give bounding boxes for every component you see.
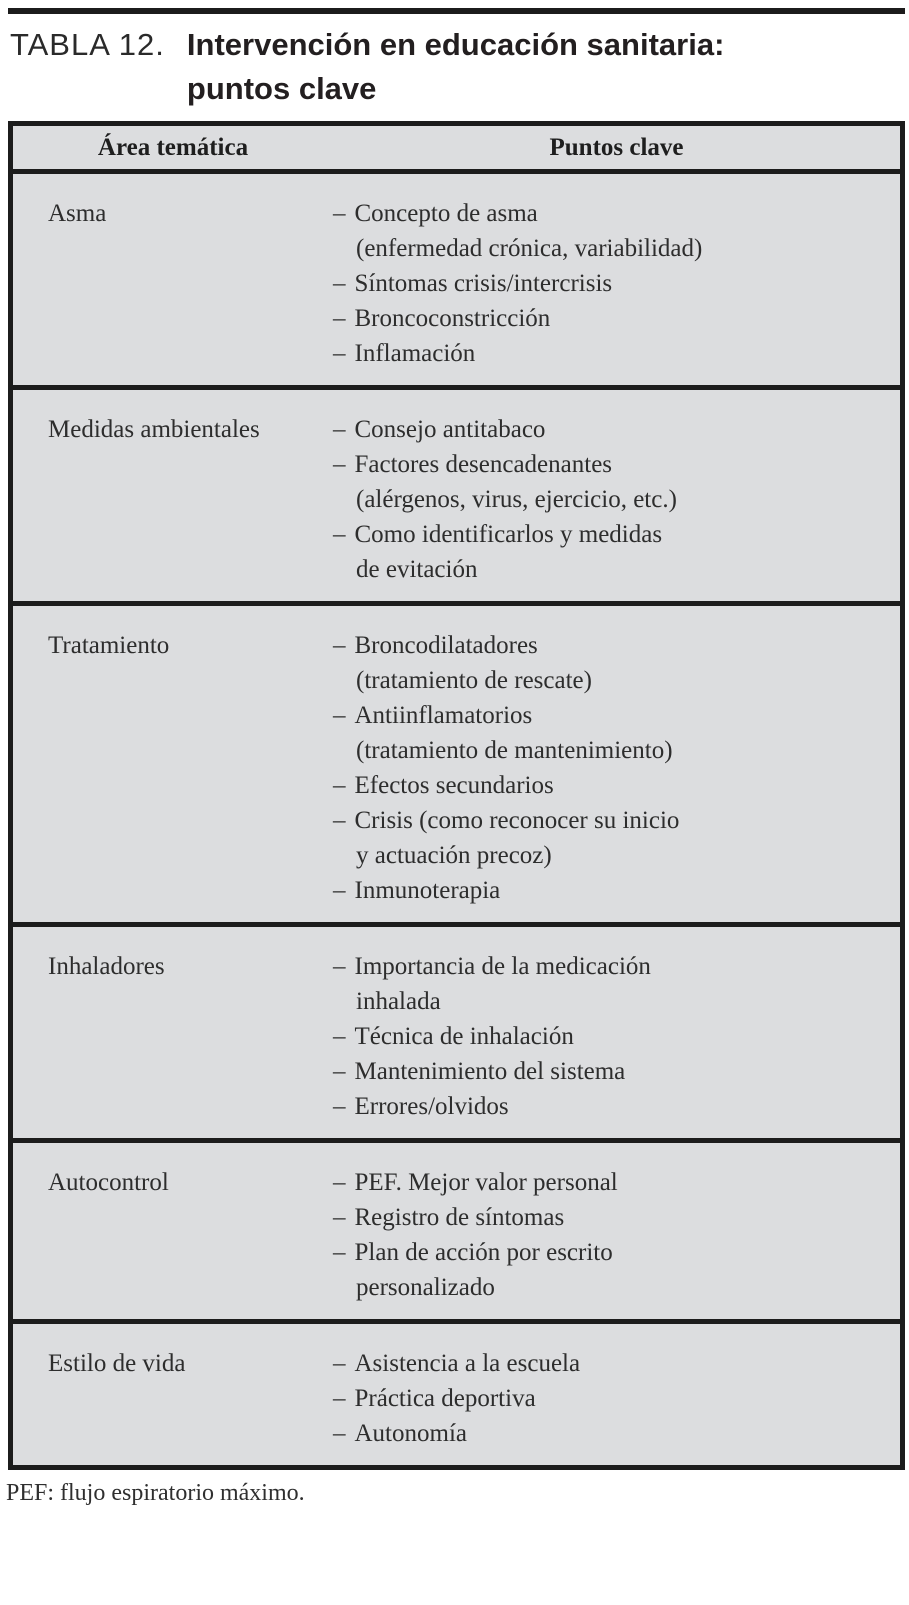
point-text: Broncoconstricción xyxy=(354,305,551,332)
dash-bullet: – xyxy=(333,702,346,729)
dash-bullet: – xyxy=(333,1420,346,1447)
point-line xyxy=(333,768,890,803)
point-line-continuation: (tratamiento de rescate) xyxy=(356,667,592,694)
point-text: Plan de acción por escrito xyxy=(354,1239,613,1266)
point-line xyxy=(333,301,890,336)
key-point xyxy=(333,447,890,517)
key-point xyxy=(333,1381,890,1416)
point-text: Broncodilatadores xyxy=(354,632,538,659)
table-body xyxy=(13,174,900,1465)
point-line-continuation: y actuación precoz) xyxy=(356,842,552,869)
point-line xyxy=(333,1019,890,1054)
table-caption xyxy=(10,23,909,111)
point-line xyxy=(333,1381,890,1416)
point-text: Mantenimiento del sistema xyxy=(354,1058,626,1085)
key-point xyxy=(333,1346,890,1381)
key-point xyxy=(333,1089,890,1124)
point-line xyxy=(333,336,890,371)
point-text: Síntomas crisis/intercrisis xyxy=(354,270,613,297)
document-page xyxy=(0,8,909,1605)
key-point xyxy=(333,698,890,768)
point-text: Efectos secundarios xyxy=(354,772,554,799)
dash-bullet: – xyxy=(333,1239,346,1266)
area-cell: Medidas ambientales xyxy=(48,416,260,443)
dash-bullet: – xyxy=(333,877,346,904)
table-row xyxy=(13,1138,900,1319)
area-cell: Inhaladores xyxy=(48,953,165,980)
points-cell xyxy=(333,412,900,587)
point-line xyxy=(333,698,890,733)
point-line xyxy=(333,1346,890,1381)
point-text: Concepto de asma xyxy=(354,200,538,227)
key-point xyxy=(333,336,890,371)
point-line-continuation: (alérgenos, virus, ejercicio, etc.) xyxy=(356,486,677,513)
point-text: Técnica de inhalación xyxy=(354,1023,574,1050)
point-text: Como identificarlos y medidas xyxy=(354,521,663,548)
table-row xyxy=(13,922,900,1138)
dash-bullet: – xyxy=(333,1385,346,1412)
table-row xyxy=(13,174,900,385)
key-point xyxy=(333,1200,890,1235)
dash-bullet: – xyxy=(333,1169,346,1196)
key-point xyxy=(333,949,890,1019)
key-points-table xyxy=(8,121,905,1470)
dash-bullet: – xyxy=(333,807,346,834)
points-cell xyxy=(333,196,900,371)
point-line xyxy=(333,803,890,838)
point-text: Errores/olvidos xyxy=(354,1093,509,1120)
dash-bullet: – xyxy=(333,521,346,548)
table-header-row xyxy=(13,126,900,174)
footnote: PEF: flujo espiratorio máximo. xyxy=(6,1480,305,1506)
point-line xyxy=(333,1165,890,1200)
key-point xyxy=(333,266,890,301)
key-point xyxy=(333,1416,890,1451)
point-line-continuation: de evitación xyxy=(356,556,478,583)
table-row xyxy=(13,1319,900,1465)
dash-bullet: – xyxy=(333,305,346,332)
key-point xyxy=(333,1019,890,1054)
key-point xyxy=(333,873,890,908)
point-text: PEF. Mejor valor personal xyxy=(354,1169,618,1196)
column-header-points: Puntos clave xyxy=(549,133,684,161)
key-point xyxy=(333,803,890,873)
point-text: Antiinflamatorios xyxy=(354,702,533,729)
point-line xyxy=(333,266,890,301)
dash-bullet: – xyxy=(333,1204,346,1231)
table-row xyxy=(13,385,900,601)
key-point xyxy=(333,517,890,587)
point-line xyxy=(333,196,890,231)
dash-bullet: – xyxy=(333,953,346,980)
key-point xyxy=(333,628,890,698)
dash-bullet: – xyxy=(333,451,346,478)
point-text: Autonomía xyxy=(354,1420,467,1447)
key-point xyxy=(333,1235,890,1305)
points-cell xyxy=(333,628,900,908)
point-text: Consejo antitabaco xyxy=(354,416,546,443)
point-line xyxy=(333,1089,890,1124)
point-line-continuation: inhalada xyxy=(356,988,441,1015)
point-text: Inflamación xyxy=(354,340,476,367)
dash-bullet: – xyxy=(333,772,346,799)
dash-bullet: – xyxy=(333,1093,346,1120)
point-text: Crisis (como reconocer su inicio xyxy=(354,807,680,834)
points-cell xyxy=(333,1346,900,1451)
point-line xyxy=(333,873,890,908)
key-point xyxy=(333,412,890,447)
dash-bullet: – xyxy=(333,632,346,659)
point-text: Registro de síntomas xyxy=(354,1204,565,1231)
area-cell: Tratamiento xyxy=(48,632,170,659)
point-line xyxy=(333,1054,890,1089)
table-title-line1: Intervención en educación sanitaria: xyxy=(186,27,725,62)
dash-bullet: – xyxy=(333,1023,346,1050)
area-cell: Autocontrol xyxy=(48,1169,169,1196)
point-line xyxy=(333,1416,890,1451)
key-point xyxy=(333,196,890,266)
point-text: Inmunoterapia xyxy=(354,877,501,904)
dash-bullet: – xyxy=(333,416,346,443)
table-row xyxy=(13,601,900,922)
points-cell xyxy=(333,949,900,1124)
point-line xyxy=(333,412,890,447)
point-line-continuation: (tratamiento de mantenimiento) xyxy=(356,737,673,764)
area-cell: Asma xyxy=(48,200,107,227)
point-line-continuation: personalizado xyxy=(356,1274,495,1301)
key-point xyxy=(333,301,890,336)
table-title-line2: puntos clave xyxy=(186,71,377,106)
point-line xyxy=(333,1235,890,1270)
dash-bullet: – xyxy=(333,340,346,367)
point-line-continuation: (enfermedad crónica, variabilidad) xyxy=(356,235,703,262)
points-cell xyxy=(333,1165,900,1305)
point-text: Factores desencadenantes xyxy=(354,451,613,478)
point-line xyxy=(333,949,890,984)
table-number-label: TABLA 12. xyxy=(10,27,165,62)
key-point xyxy=(333,1165,890,1200)
point-line xyxy=(333,628,890,663)
dash-bullet: – xyxy=(333,1350,346,1377)
top-rule xyxy=(8,8,905,14)
dash-bullet: – xyxy=(333,270,346,297)
key-point xyxy=(333,1054,890,1089)
point-line xyxy=(333,517,890,552)
area-cell: Estilo de vida xyxy=(48,1350,186,1377)
point-text: Práctica deportiva xyxy=(354,1385,536,1412)
dash-bullet: – xyxy=(333,1058,346,1085)
point-text: Importancia de la medicación xyxy=(354,953,651,980)
dash-bullet: – xyxy=(333,200,346,227)
key-point xyxy=(333,768,890,803)
point-line xyxy=(333,447,890,482)
column-header-area: Área temática xyxy=(97,133,249,161)
table-title xyxy=(187,23,725,111)
point-line xyxy=(333,1200,890,1235)
point-text: Asistencia a la escuela xyxy=(354,1350,581,1377)
